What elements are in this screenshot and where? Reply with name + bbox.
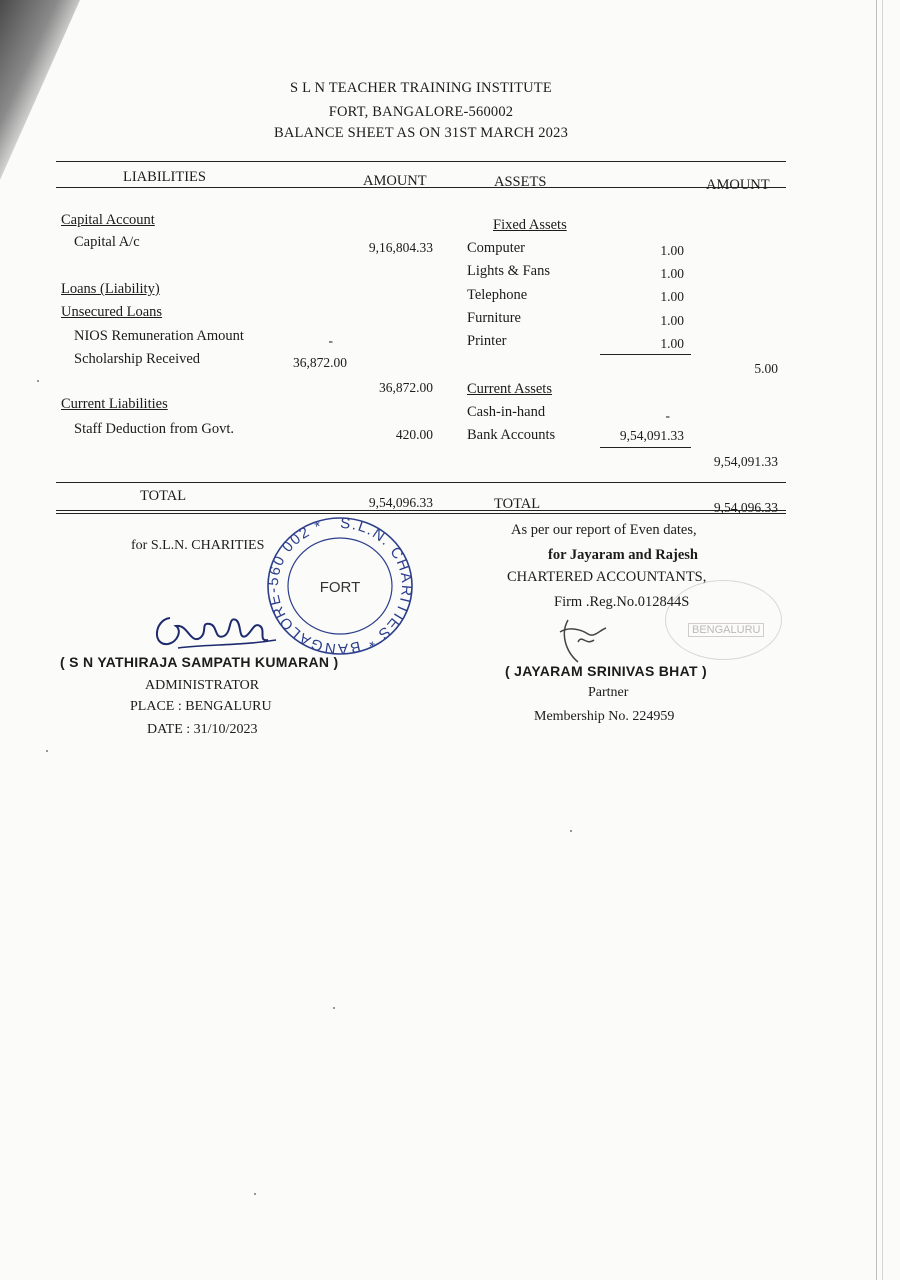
place-line: PLACE : BENGALURU [130,699,272,714]
cash-in-hand-label: Cash-in-hand [467,404,546,420]
telephone-label: Telephone [467,287,528,303]
administrator-designation: ADMINISTRATOR [145,678,260,693]
page-edge-line [882,0,883,1280]
faint-firm-stamp [665,580,782,660]
computer-label: Computer [467,240,525,256]
total-left-label: TOTAL [140,488,187,504]
partner-name: ( JAYARAM SRINIVAS BHAT ) [505,663,707,679]
total-right-label: TOTAL [494,496,541,512]
for-sln-charities: for S.L.N. CHARITIES [131,538,265,553]
speck [570,830,572,832]
fixed-assets-subtotal-rule [600,354,691,355]
lights-fans-amount: 1.00 [660,266,684,281]
staff-deduction-label: Staff Deduction from Govt. [74,421,235,437]
capital-ac-label: Capital A/c [74,234,140,250]
telephone-amount: 1.00 [660,289,684,304]
capital-account-heading: Capital Account [61,212,155,228]
current-assets-total: 9,54,091.33 [713,454,778,469]
partner-signature [538,612,618,670]
current-liabilities-heading: Current Liabilities [61,396,168,412]
scholarship-label: Scholarship Received [74,351,201,367]
stamp-ring-text: S.L.N. CHARITIES * BANGALORE-560 002 * [264,514,416,658]
loans-total-amount: 36,872.00 [379,380,433,395]
report-line: As per our report of Even dates, [511,522,697,538]
firm-type: CHARTERED ACCOUNTANTS, [507,569,707,585]
furniture-amount: 1.00 [660,313,684,328]
col-amount-left: AMOUNT [363,173,427,189]
table-top-rule [56,161,786,162]
date-line: DATE : 31/10/2023 [147,722,258,737]
printer-label: Printer [467,333,507,349]
speck [333,1007,335,1009]
fixed-assets-total: 5.00 [754,361,778,376]
printer-amount: 1.00 [660,336,684,351]
page-edge-line [876,0,877,1280]
col-amount-right: AMOUNT [706,177,770,193]
furniture-label: Furniture [467,310,521,326]
speck [254,1193,256,1195]
administrator-signature [148,600,288,656]
firm-reg-no: Firm .Reg.No.012844S [554,594,690,610]
nios-amount: - [328,333,333,348]
scholarship-amount: 36,872.00 [293,355,347,370]
staff-deduction-amount: 420.00 [395,427,433,442]
faint-stamp-text: BENGALURU [688,623,764,637]
cash-in-hand-amount: - [665,408,670,423]
firm-name: for Jayaram and Rajesh [548,547,698,563]
bank-accounts-label: Bank Accounts [467,427,556,443]
bank-accounts-amount: 9,54,091.33 [619,428,684,443]
stamp-center-text: FORT [319,579,361,596]
partner-designation: Partner [588,685,629,700]
computer-amount: 1.00 [660,243,684,258]
speck [37,380,39,382]
membership-number: Membership No. 224959 [534,709,675,724]
total-left-amount: 9,54,096.33 [368,495,433,510]
unsecured-loans-heading: Unsecured Loans [61,304,163,320]
institute-address: FORT, BANGALORE-560002 [328,104,514,120]
institute-name: S L N TEACHER TRAINING INSTITUTE [290,80,552,96]
col-liabilities: LIABILITIES [123,169,206,185]
administrator-name: ( S N YATHIRAJA SAMPATH KUMARAN ) [60,654,339,670]
current-assets-heading: Current Assets [467,381,552,397]
total-right-amount: 9,54,096.33 [713,500,778,515]
col-assets: ASSETS [494,174,547,190]
total-top-rule [56,482,786,483]
fixed-assets-heading: Fixed Assets [493,217,567,233]
speck [46,750,48,752]
loans-liability-heading: Loans (Liability) [61,281,160,297]
total-double-rule [56,513,786,514]
document-title: BALANCE SHEET AS ON 31ST MARCH 2023 [273,125,569,141]
current-assets-subtotal-rule [600,447,691,448]
lights-fans-label: Lights & Fans [467,263,550,279]
capital-ac-amount: 9,16,804.33 [368,240,433,255]
nios-label: NIOS Remuneration Amount [74,328,244,344]
